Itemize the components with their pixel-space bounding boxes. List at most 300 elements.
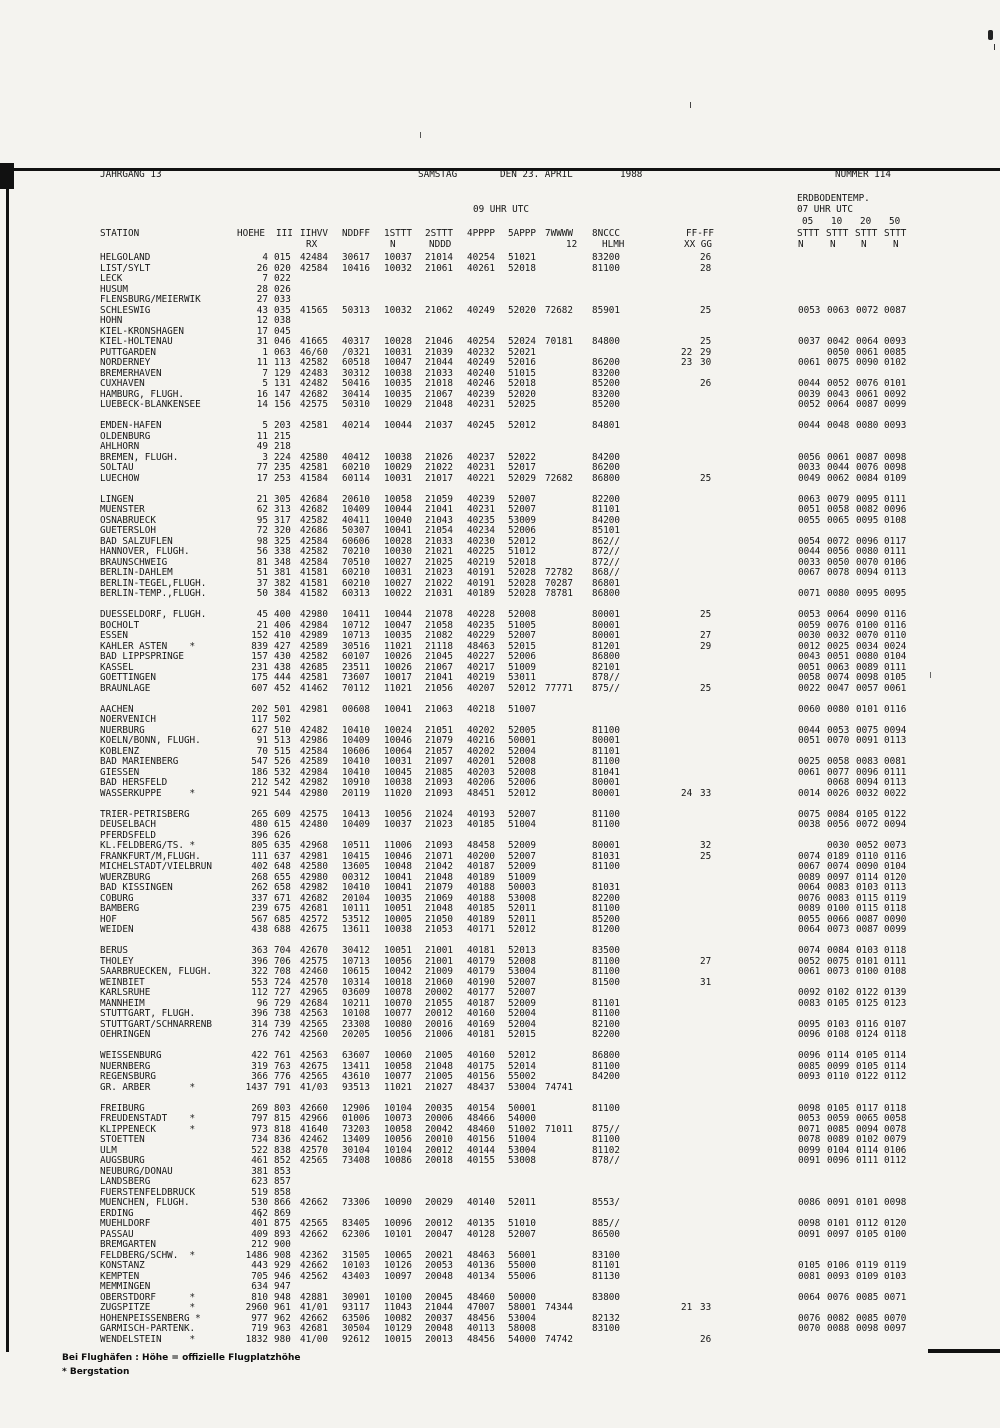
synop-group: 20012 (425, 1008, 453, 1019)
station-height: 4 (262, 252, 268, 263)
table-row (0, 1303, 1000, 1314)
synop-group: 10047 (384, 357, 412, 368)
synop-group: 40206 (467, 777, 495, 788)
synop-group: 10409 (342, 504, 370, 515)
synop-group: 21048 (425, 1060, 453, 1072)
table-row (0, 621, 1000, 632)
synop-group: 10058 (384, 1123, 412, 1135)
soil-temp: 0044 (798, 724, 821, 736)
soil-temp: 0059 (798, 619, 821, 631)
table-row (0, 631, 1000, 642)
synop-group: 10029 (384, 462, 412, 473)
station-number: 706 (274, 955, 291, 967)
synop-group: 21043 (425, 514, 453, 526)
soil-temp: 0104 (827, 1144, 850, 1156)
soil-temp: 0053 (798, 304, 821, 316)
synop-group: 42681 (300, 903, 328, 914)
synop-group: 10038 (384, 451, 412, 463)
col-station: STATION (100, 228, 140, 239)
station-height: 49 (256, 441, 268, 452)
soil-temp: 0052 (856, 840, 879, 851)
table-row (0, 967, 1000, 978)
soil-temp: 0070 (827, 735, 850, 746)
station-height: 977 (251, 1312, 268, 1324)
soil-temp: 0076 (827, 1291, 850, 1303)
station-number: 430 (274, 651, 291, 662)
synop-group: 21022 (425, 577, 453, 589)
soil-temp: 0099 (884, 924, 907, 935)
soil-temp: 0055 (798, 514, 821, 526)
table-row (0, 1240, 1000, 1251)
synop-group: 40231 (467, 504, 495, 515)
station-number: 704 (274, 945, 291, 956)
synop-group: 11043 (384, 1302, 412, 1313)
station-number: 655 (274, 871, 291, 883)
synop-group: 48437 (467, 1081, 495, 1093)
station-number: 963 (274, 1323, 291, 1334)
synop-group: 40232 (467, 346, 495, 358)
cloud-group: 83200 (592, 252, 620, 263)
col-n-05: N (798, 239, 804, 250)
soil-temp: 0089 (856, 661, 879, 673)
soil-temp: 0098 (798, 1102, 821, 1114)
cloud-group: 81100 (592, 724, 620, 736)
synop-group: 10031 (384, 346, 412, 358)
col-xxgg: XX GG (684, 239, 712, 250)
table-row (0, 904, 1000, 915)
synop-group: 10078 (384, 987, 412, 998)
wind-gg: 30 (700, 357, 712, 368)
synop-group: 43403 (342, 1270, 370, 1282)
table-gap (0, 694, 1000, 705)
soil-temp: 0118 (884, 1029, 907, 1040)
soil-temp: 0112 (884, 1155, 907, 1166)
synop-group: 40202 (467, 745, 495, 757)
soil-temp: 0110 (884, 630, 907, 641)
soil-temp: 0064 (827, 609, 850, 620)
soil-temp: 0075 (827, 955, 850, 967)
synop-group: 40317 (342, 336, 370, 347)
synop-group: 10041 (384, 525, 412, 536)
soil-temp: 0112 (856, 1218, 879, 1229)
station-name: NEUBURG/DONAU (100, 1165, 173, 1177)
table-row (0, 1020, 1000, 1031)
cloud-group: 81100 (592, 1008, 620, 1019)
station-number: 510 (274, 724, 291, 736)
synop-group: 40155 (467, 1155, 495, 1166)
station-height: 239 (251, 903, 268, 914)
station-number: 526 (274, 756, 291, 767)
col-n-50: N (893, 239, 899, 250)
soil-temp: 0108 (884, 514, 907, 526)
synop-group: 10111 (342, 903, 370, 914)
soil-temp: 0101 (827, 1218, 850, 1229)
synop-group: 10045 (384, 766, 412, 778)
station-height: 31 (256, 336, 268, 347)
synop-group: 52006 (508, 651, 536, 662)
synop-group: 42685 (300, 661, 328, 673)
synop-group: 51002 (508, 1123, 536, 1135)
synop-group: 40214 (342, 420, 370, 431)
synop-group: 31505 (342, 1249, 370, 1261)
synop-group: 52004 (508, 1018, 536, 1030)
synop-group: 10030 (384, 546, 412, 557)
station-name: COBURG (100, 892, 134, 904)
soil-temp: 0080 (827, 588, 850, 599)
soil-temp: 0096 (856, 535, 879, 547)
synop-group: 51004 (508, 819, 536, 830)
station-name: STUTTGART/SCHNARRENB (100, 1018, 212, 1030)
cloud-group: 80001 (592, 777, 620, 788)
station-number: 317 (274, 514, 291, 526)
station-height: 1 (262, 346, 268, 358)
synop-group: 41584 (300, 472, 328, 484)
station-height: 95 (256, 514, 268, 526)
synop-group: 40189 (467, 871, 495, 883)
wind-gg: 25 (700, 850, 712, 862)
synop-group: 52011 (508, 903, 536, 914)
soil-temp: 0101 (856, 1197, 879, 1208)
synop-group: 42575 (300, 399, 328, 410)
col-nddd: NDDD (429, 239, 452, 250)
soil-temp: 0065 (856, 1113, 879, 1124)
synop-group: 30104 (342, 1144, 370, 1156)
station-name: MUEHLDORF (100, 1218, 151, 1229)
synop-group: 42982 (300, 777, 328, 788)
station-number: 444 (274, 672, 291, 683)
station-name: REGENSBURG (100, 1071, 156, 1082)
soil-temp: 0108 (884, 966, 907, 977)
synop-group: 52013 (508, 945, 536, 956)
station-name: WENDELSTEIN * (100, 1333, 196, 1345)
station-height: 17 (256, 325, 268, 337)
synop-group: 60107 (342, 651, 370, 662)
soil-temp: 0080 (827, 703, 850, 715)
synop-group: 21042 (425, 861, 453, 872)
cloud-group: 83500 (592, 945, 620, 956)
weather-group: 72782 (545, 567, 573, 578)
soil-temp: 0080 (856, 651, 879, 662)
synop-group: 20016 (425, 1018, 453, 1030)
station-number: 015 (274, 252, 291, 263)
synop-group: 54000 (508, 1113, 536, 1124)
soil-temp: 0060 (798, 703, 821, 715)
station-height: 396 (251, 955, 268, 967)
cloud-group: 8553/ (592, 1197, 620, 1208)
synop-group: 21079 (425, 735, 453, 746)
synop-group: 21041 (425, 672, 453, 683)
synop-group: 42682 (300, 892, 328, 904)
cloud-group: 83200 (592, 388, 620, 400)
synop-group: 40135 (467, 1218, 495, 1229)
col-n-20: N (861, 239, 867, 250)
cloud-group: 885// (592, 1218, 620, 1229)
soil-temp: 0077 (827, 766, 850, 778)
synop-group: 58008 (508, 1323, 536, 1334)
synop-group: 40189 (467, 913, 495, 925)
station-number: 203 (274, 420, 291, 431)
synop-group: 42682 (300, 388, 328, 400)
col-n-10: N (830, 239, 836, 250)
synop-group: 52014 (508, 1060, 536, 1072)
station-number: 791 (274, 1081, 291, 1093)
soil-temp: 0063 (827, 304, 850, 316)
synop-group: 42565 (300, 1218, 328, 1229)
synop-group: 10024 (384, 724, 412, 736)
synop-group: 52022 (508, 451, 536, 463)
soil-temp: 0118 (884, 945, 907, 956)
synop-group: 42562 (300, 1270, 328, 1282)
col-iii: III (276, 228, 293, 239)
synop-group: 20053 (425, 1260, 453, 1271)
soil-temp: 0099 (798, 1144, 821, 1156)
soil-temp: 0042 (827, 336, 850, 347)
soil-temp: 0044 (798, 546, 821, 557)
cloud-group: 80001 (592, 630, 620, 641)
cloud-group: 872// (592, 556, 620, 568)
soil-temp: 0091 (856, 735, 879, 746)
station-number: 908 (274, 1249, 291, 1261)
synop-group: 52006 (508, 525, 536, 536)
col-1sttt: 1STTT (384, 228, 412, 239)
synop-group: 52012 (508, 535, 536, 547)
soil-temp: 0108 (827, 1029, 850, 1040)
synop-group: 42581 (300, 462, 328, 473)
table-row (0, 778, 1000, 789)
station-name: MUENSTER (100, 504, 145, 515)
col-hoehe: HOEHE (237, 228, 265, 239)
synop-group: 30312 (342, 367, 370, 379)
soil-temp: 0056 (827, 546, 850, 557)
soil-temp: 0109 (856, 1270, 879, 1282)
soil-temp: 0068 (827, 777, 850, 788)
soil-temp: 0037 (798, 336, 821, 347)
synop-group: 10044 (384, 420, 412, 431)
synop-group: 40249 (467, 357, 495, 368)
synop-group: 52028 (508, 577, 536, 589)
cloud-group: 84200 (592, 1071, 620, 1082)
synop-group: 52009 (508, 861, 536, 872)
synop-group: 21023 (425, 819, 453, 830)
soil-temp-title: ERDBODENTEMP. (797, 193, 870, 204)
cloud-group: 81101 (592, 504, 620, 515)
station-number: 305 (274, 493, 291, 505)
station-height: 14 (256, 399, 268, 410)
synop-group: 52015 (508, 1029, 536, 1040)
synop-group: 30412 (342, 945, 370, 956)
synop-group: 40245 (467, 420, 495, 431)
soil-temp: 0044 (827, 462, 850, 473)
station-name: BAD LIPPSPRINGE (100, 651, 184, 662)
synop-group: 52029 (508, 472, 536, 484)
station-name: MEMMINGEN (100, 1281, 151, 1292)
soil-temp: 0099 (884, 399, 907, 410)
station-name: WEIDEN (100, 924, 134, 935)
station-name: DUESSELDORF, FLUGH. (100, 609, 207, 620)
soil-temp: 0106 (884, 1144, 907, 1156)
synop-group: 10410 (342, 756, 370, 767)
synop-group: 10031 (384, 472, 412, 484)
synop-group: 10031 (384, 567, 412, 578)
synop-group: 46/60 (300, 346, 328, 358)
soil-temp: 0111 (884, 546, 907, 557)
soil-temp: 0122 (856, 987, 879, 998)
cloud-group: 81100 (592, 955, 620, 967)
synop-group: 41640 (300, 1123, 328, 1135)
station-name: WUERZBURG (100, 871, 151, 883)
synop-group: 21093 (425, 787, 453, 799)
soil-temp: 0115 (856, 892, 879, 904)
synop-group: 21026 (425, 451, 453, 463)
station-height: 17 (256, 472, 268, 484)
soil-temp: 0117 (884, 535, 907, 547)
synop-group: 42580 (300, 451, 328, 463)
synop-group: 10035 (384, 630, 412, 641)
soil-temp: 0116 (856, 1018, 879, 1030)
soil-temp: 0087 (856, 451, 879, 463)
synop-group: 10026 (384, 651, 412, 662)
synop-group: 10005 (384, 913, 412, 925)
synop-group: 53008 (508, 892, 536, 904)
synop-group: 13411 (342, 1060, 370, 1072)
station-name: THOLEY (100, 955, 134, 967)
synop-group: 42482 (300, 724, 328, 736)
soil-temp: 0116 (884, 619, 907, 631)
synop-group: 40239 (467, 493, 495, 505)
station-height: 623 (251, 1176, 268, 1187)
station-number: 738 (274, 1008, 291, 1019)
synop-group: 40136 (467, 1260, 495, 1271)
synop-group: 42480 (300, 819, 328, 830)
soil-temp: 0076 (856, 462, 879, 473)
synop-group: 51004 (508, 1134, 536, 1145)
station-name: GIESSEN (100, 766, 140, 778)
synop-group: 42575 (300, 955, 328, 967)
synop-group: 52018 (508, 556, 536, 568)
soil-temp: 0114 (856, 871, 879, 883)
col-sttt-05: STTT (797, 228, 820, 239)
soil-temp: 0072 (856, 819, 879, 830)
synop-group: 42462 (300, 1134, 328, 1145)
synop-group: 41565 (300, 304, 328, 316)
synop-group: 10051 (384, 945, 412, 956)
table-row (0, 1051, 1000, 1062)
date-label: DEN 23. APRIL (500, 169, 573, 180)
station-height: 7 (262, 367, 268, 379)
soil-temp: 0051 (798, 735, 821, 746)
soil-temp: 0090 (856, 357, 879, 368)
cloud-group: 85200 (592, 913, 620, 925)
station-number: 615 (274, 819, 291, 830)
cloud-group: 83200 (592, 367, 620, 379)
synop-group: 10018 (384, 976, 412, 988)
cloud-group: 81101 (592, 745, 620, 757)
synop-group: 42565 (300, 1018, 328, 1030)
soil-temp: 0054 (798, 535, 821, 547)
col-iihvv: IIHVV (300, 228, 328, 239)
table-row (0, 474, 1000, 485)
station-number: 382 (274, 577, 291, 589)
synop-group: 20035 (425, 1102, 453, 1114)
synop-group: 40411 (342, 514, 370, 526)
station-name: FREUDENSTADT * (100, 1113, 196, 1124)
synop-group: 40221 (467, 472, 495, 484)
synop-group: 20018 (425, 1155, 453, 1166)
synop-group: 42560 (300, 1029, 328, 1040)
cloud-group: 81031 (592, 850, 620, 862)
table-row (0, 1251, 1000, 1262)
synop-group: 73408 (342, 1155, 370, 1166)
station-name: SCHLESWIG (100, 304, 151, 316)
synop-group: 10413 (342, 808, 370, 820)
station-number: 838 (274, 1144, 291, 1156)
synop-group: 42984 (300, 766, 328, 778)
station-name: KL.FELDBERG/TS. * (100, 840, 196, 851)
station-name: OLDENBURG (100, 430, 151, 442)
synop-group: 10038 (384, 924, 412, 935)
cloud-group: 86800 (592, 472, 620, 484)
synop-group: 10044 (384, 504, 412, 515)
soil-temp: 0096 (798, 1050, 821, 1061)
soil-temp: 0094 (884, 724, 907, 736)
col-4pppp: 4PPPP (467, 228, 495, 239)
synop-group: 21093 (425, 777, 453, 788)
soil-temp: 0094 (884, 819, 907, 830)
station-height: 530 (251, 1197, 268, 1208)
synop-group: 40261 (467, 262, 495, 274)
soil-temp: 0061 (856, 388, 879, 400)
synop-group: 10104 (384, 1102, 412, 1114)
synop-group: 42581 (300, 672, 328, 683)
station-number: 224 (274, 451, 291, 463)
cloud-group: 84200 (592, 514, 620, 526)
synop-group: 40156 (467, 1134, 495, 1145)
station-height: 11 (256, 357, 268, 368)
synop-group: 10073 (384, 1113, 412, 1124)
synop-group: 21057 (425, 745, 453, 757)
station-name: LINGEN (100, 493, 134, 505)
cloud-group: 81130 (592, 1270, 620, 1282)
synop-group: 10080 (384, 1018, 412, 1030)
synop-group: 40187 (467, 997, 495, 1009)
station-number: 980 (274, 1333, 291, 1345)
synop-group: 51005 (508, 619, 536, 631)
soil-temp: 0106 (827, 1260, 850, 1271)
station-number: 836 (274, 1134, 291, 1145)
soil-temp: 0062 (827, 472, 850, 484)
cloud-group: 81100 (592, 819, 620, 830)
soil-temp: 0052 (798, 955, 821, 967)
cloud-group: 86500 (592, 1228, 620, 1240)
synop-group: 42984 (300, 619, 328, 631)
station-number: 218 (274, 441, 291, 452)
station-height: 98 (256, 535, 268, 547)
synop-group: 20006 (425, 1113, 453, 1124)
station-number: 129 (274, 367, 291, 379)
cloud-group: 875// (592, 682, 620, 694)
station-height: 7 (262, 273, 268, 284)
synop-group: 51021 (508, 252, 536, 263)
synop-group: 21037 (425, 420, 453, 431)
synop-group: 20045 (425, 1291, 453, 1303)
synop-group: 40237 (467, 451, 495, 463)
synop-group: 48460 (467, 1291, 495, 1303)
synop-group: 40190 (467, 976, 495, 988)
table-row (0, 610, 1000, 621)
synop-group: 21041 (425, 504, 453, 515)
wind-gg: 29 (700, 346, 712, 358)
soil-temp: 0061 (798, 966, 821, 977)
